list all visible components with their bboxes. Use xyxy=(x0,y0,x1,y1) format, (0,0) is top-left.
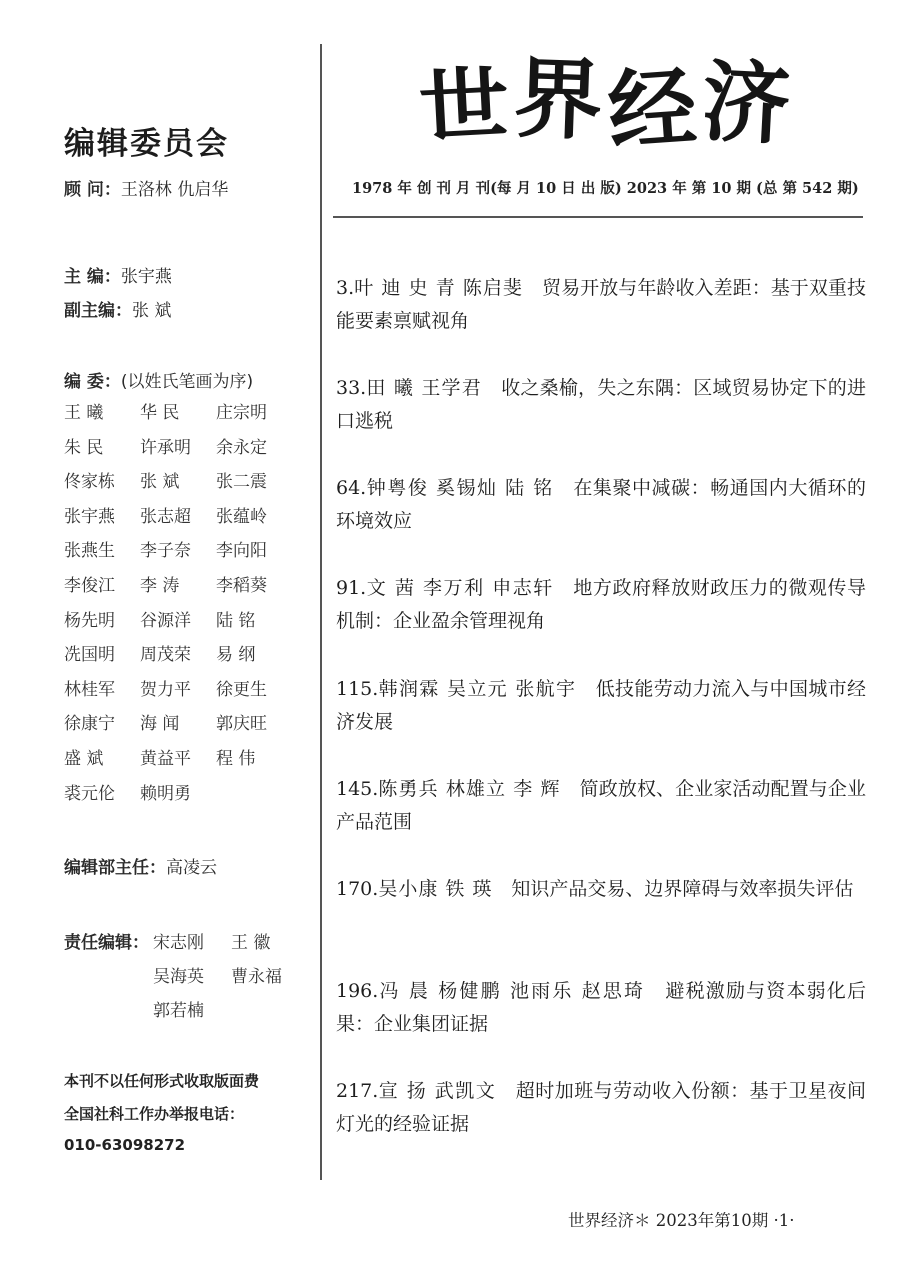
toc-entry xyxy=(336,272,866,338)
member-name: 李子奈 xyxy=(140,541,191,562)
deputy-editor-row xyxy=(64,296,171,321)
member-name: 程 伟 xyxy=(216,748,256,769)
member-name: 陆 铭 xyxy=(216,610,256,631)
responsible-editor-name: 郭若楠 xyxy=(153,1001,204,1021)
toc-title: 知识产品交易、边界障碍与效率损失评估 xyxy=(511,878,854,900)
toc-page-number: 170. xyxy=(336,878,379,900)
members-label: 编 委： xyxy=(64,372,121,392)
member-name: 徐更生 xyxy=(216,679,267,700)
members-list xyxy=(64,398,292,813)
toc-title: 简政放权、企业家活动配置与企业产品范围 xyxy=(336,778,866,833)
toc-page-number: 33. xyxy=(336,377,367,399)
member-name: 易 纲 xyxy=(216,645,256,666)
toc-title: 避税激励与资本弱化后果：企业集团证据 xyxy=(336,980,866,1035)
masthead-char: 济 xyxy=(699,48,793,158)
member-name: 佟家栋 xyxy=(64,472,115,493)
notice-phone-number: 010-63098272 xyxy=(64,1136,186,1154)
toc-page-number: 196. xyxy=(336,980,379,1002)
toc-title: 地方政府释放财政压力的微观传导机制：企业盈余管理视角 xyxy=(336,577,866,632)
notice-report-hotline: 全国社科工作办举报电话： xyxy=(64,1105,245,1123)
toc-title: 贸易开放与年龄收入差距：基于双重技能要素禀赋视角 xyxy=(336,277,866,332)
committee-title: 编辑委员会 xyxy=(64,126,229,162)
member-name: 李向阳 xyxy=(216,541,267,562)
masthead-char: 界 xyxy=(512,45,604,153)
toc-entry xyxy=(336,873,866,906)
member-name: 华 民 xyxy=(140,403,180,423)
deputy-editor-names: 张 斌 xyxy=(132,301,172,321)
member-name: 赖明勇 xyxy=(140,783,191,804)
notice-no-fee: 本刊不以任何形式收取版面费 xyxy=(64,1072,260,1090)
advisor-names: 王洛林 仇启华 xyxy=(120,180,229,200)
member-name: 王 曦 xyxy=(64,403,104,423)
publication-info: 1978 年 创 刊 月 刊(每 月 10 日 出 版) 2023 年 第 10 期 (总 第 542 期) xyxy=(352,180,859,197)
dept-director-names: 高凌云 xyxy=(166,858,217,878)
toc-entry xyxy=(336,1075,866,1141)
toc-authors: 冯 晨 杨健鹏 池雨乐 赵思琦 xyxy=(378,980,646,1002)
member-name: 张燕生 xyxy=(64,541,115,562)
toc-entry xyxy=(336,472,866,538)
members-row xyxy=(64,367,253,392)
toc-title: 收之桑榆，失之东隅：区域贸易协定下的进口逃税 xyxy=(336,377,866,432)
responsible-editor-name: 吴海英 xyxy=(153,967,204,987)
responsible-editors-list xyxy=(153,928,309,1030)
toc-title: 在集聚中减碳：畅通国内大循环的环境效应 xyxy=(336,477,866,532)
member-name: 周茂荣 xyxy=(140,645,191,666)
member-name: 林桂军 xyxy=(64,679,115,700)
advisor-row xyxy=(64,175,228,200)
member-name: 李俊江 xyxy=(64,575,115,596)
member-name: 张 斌 xyxy=(140,472,180,493)
member-name: 杨先明 xyxy=(64,610,115,631)
member-name: 盛 斌 xyxy=(64,748,104,769)
dept-director-label: 编辑部主任： xyxy=(64,858,166,878)
toc-page-number: 3. xyxy=(336,277,355,299)
toc-authors: 宣 扬 武凯文 xyxy=(378,1080,497,1102)
toc-authors: 田 曦 王学君 xyxy=(366,377,482,399)
toc-authors: 文 茜 李万利 申志轩 xyxy=(366,577,554,599)
chief-editor-label: 主 编： xyxy=(64,267,121,287)
toc-entry xyxy=(336,975,866,1041)
dept-director-row xyxy=(64,853,217,878)
responsible-editor-name: 王 徽 xyxy=(231,933,271,953)
member-name: 张志超 xyxy=(140,506,191,527)
toc-page-number: 64. xyxy=(336,477,367,499)
toc-authors: 吴小康 铁 瑛 xyxy=(378,878,493,900)
chief-editor-row xyxy=(64,262,172,287)
member-name: 徐康宁 xyxy=(64,714,115,735)
toc-entry xyxy=(336,773,866,839)
member-name: 庄宗明 xyxy=(216,403,267,423)
page-footer: 世界经济＊ 2023年第10期 ·1· xyxy=(568,1211,795,1230)
toc-authors: 陈勇兵 林雄立 李 辉 xyxy=(378,778,561,800)
member-name: 李 涛 xyxy=(140,575,180,596)
member-name: 裘元伦 xyxy=(64,783,115,804)
masthead-char: 经 xyxy=(604,54,700,164)
members-note: (以姓氏笔画为序) xyxy=(120,372,254,392)
advisor-label: 顾 问： xyxy=(64,180,121,200)
toc-page-number: 115. xyxy=(336,678,379,700)
member-name: 许承明 xyxy=(140,437,191,458)
member-name: 谷源洋 xyxy=(140,610,191,631)
toc-authors: 叶 迪 史 青 陈启斐 xyxy=(354,277,523,299)
deputy-editor-label: 副主编： xyxy=(64,301,132,321)
responsible-editor-name: 宋志刚 xyxy=(153,933,204,953)
member-name: 贺力平 xyxy=(140,679,191,700)
member-name: 李稻葵 xyxy=(216,575,267,596)
toc-title: 超时加班与劳动收入份额：基于卫星夜间灯光的经验证据 xyxy=(336,1080,866,1135)
toc-entry xyxy=(336,572,866,638)
toc-entry xyxy=(336,372,866,438)
member-name: 张二震 xyxy=(216,472,267,493)
member-name: 郭庆旺 xyxy=(216,714,267,735)
member-name: 张宇燕 xyxy=(64,506,115,527)
member-name: 朱 民 xyxy=(64,437,104,458)
header-divider xyxy=(333,216,863,218)
member-name: 张蕴岭 xyxy=(216,506,267,527)
member-name: 余永定 xyxy=(216,437,267,458)
responsible-editors-label: 责任编辑： xyxy=(64,933,149,953)
responsible-editor-name: 曹永福 xyxy=(231,967,282,987)
toc-page-number: 91. xyxy=(336,577,367,599)
toc-authors: 钟粤俊 奚锡灿 陆 铭 xyxy=(366,477,554,499)
member-name: 冼国明 xyxy=(64,645,115,666)
member-name: 海 闻 xyxy=(140,714,180,735)
vertical-divider xyxy=(320,44,322,1180)
toc-authors: 韩润霖 吴立元 张航宇 xyxy=(378,678,577,700)
member-name: 黄益平 xyxy=(140,748,191,769)
toc-title: 低技能劳动力流入与中国城市经济发展 xyxy=(336,678,866,733)
chief-editor-names: 张宇燕 xyxy=(120,267,172,287)
responsible-editors-row xyxy=(64,928,149,953)
toc-page-number: 217. xyxy=(336,1080,379,1102)
journal-masthead-logo xyxy=(416,45,793,164)
toc-page-number: 145. xyxy=(336,778,379,800)
masthead-char: 世 xyxy=(416,55,512,155)
toc-entry xyxy=(336,673,866,739)
